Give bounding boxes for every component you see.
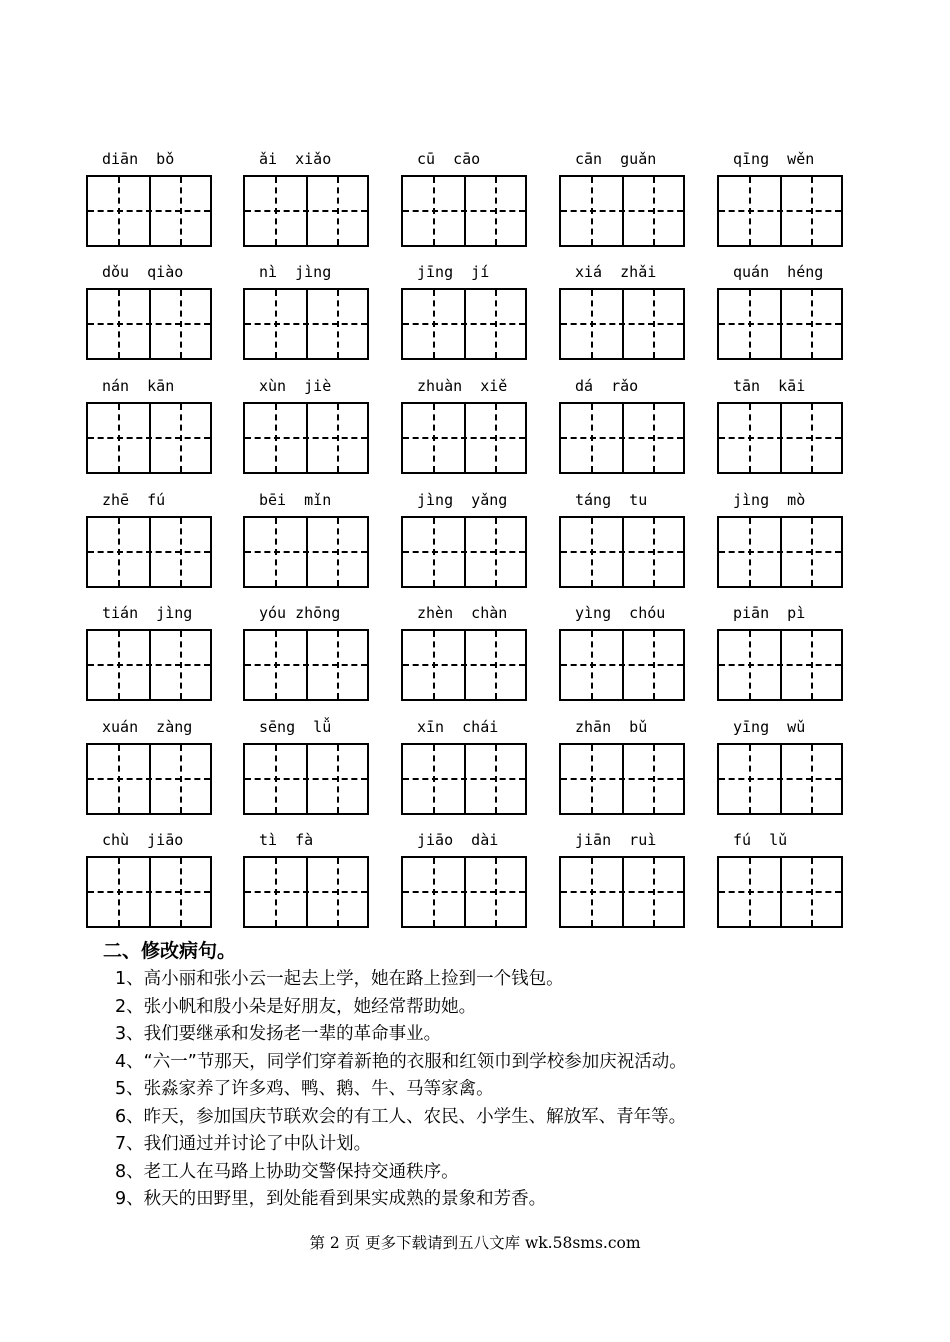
dashed-guide bbox=[719, 664, 841, 666]
pinyin-label: zhuàn xiě bbox=[417, 377, 508, 395]
dashed-guide bbox=[719, 210, 841, 212]
pinyin-label: jīng jí bbox=[417, 263, 490, 281]
dashed-guide bbox=[561, 664, 683, 666]
dashed-guide bbox=[88, 891, 210, 893]
dashed-guide bbox=[245, 891, 367, 893]
pinyin-label: bēi mǐn bbox=[259, 491, 332, 509]
writing-box[interactable] bbox=[243, 175, 369, 247]
writing-box[interactable] bbox=[559, 629, 685, 701]
pinyin-label: xiá zhǎi bbox=[575, 263, 657, 281]
writing-box[interactable] bbox=[717, 175, 843, 247]
writing-box[interactable] bbox=[243, 629, 369, 701]
dashed-guide bbox=[561, 551, 683, 553]
writing-box[interactable] bbox=[559, 743, 685, 815]
writing-box[interactable] bbox=[401, 402, 527, 474]
writing-box[interactable] bbox=[401, 516, 527, 588]
sentence-list bbox=[115, 966, 687, 1214]
writing-box[interactable] bbox=[401, 175, 527, 247]
sentence-1: 1、高小丽和张小云一起去上学，她在路上捡到一个钱包。 bbox=[115, 969, 564, 989]
writing-box[interactable] bbox=[717, 402, 843, 474]
writing-box[interactable] bbox=[559, 516, 685, 588]
pinyin-label: cū cāo bbox=[417, 150, 481, 168]
pinyin-label: ǎi xiǎo bbox=[259, 150, 332, 168]
pinyin-label: nì jìng bbox=[259, 263, 332, 281]
pinyin-label: cān guǎn bbox=[575, 150, 657, 168]
writing-box[interactable] bbox=[401, 629, 527, 701]
sentence-6: 6、昨天，参加国庆节联欢会的有工人、农民、小学生、解放军、青年等。 bbox=[115, 1106, 687, 1127]
pinyin-label: xùn jiè bbox=[259, 377, 332, 395]
pinyin-label: xīn chái bbox=[417, 718, 499, 736]
dashed-guide bbox=[719, 323, 841, 325]
pinyin-label: zhèn chàn bbox=[417, 604, 508, 622]
sentence-4: 4、“六一”节那天，同学们穿着新艳的衣服和红领巾到学校参加庆祝活动。 bbox=[115, 1051, 687, 1072]
writing-box[interactable] bbox=[243, 288, 369, 360]
pinyin-label: yóu zhōng bbox=[259, 604, 341, 622]
pinyin-label: zhē fú bbox=[102, 491, 166, 509]
pinyin-label: tián jìng bbox=[102, 604, 193, 622]
pinyin-label: diān bǒ bbox=[102, 150, 175, 168]
writing-box[interactable] bbox=[243, 516, 369, 588]
pinyin-label: nán kān bbox=[102, 377, 175, 395]
pinyin-label: tān kāi bbox=[733, 377, 806, 395]
dashed-guide bbox=[88, 778, 210, 780]
sentence-2: 2、张小帆和殷小朵是好朋友，她经常帮助她。 bbox=[115, 996, 477, 1017]
dashed-guide bbox=[403, 778, 525, 780]
dashed-guide bbox=[561, 437, 683, 439]
writing-box[interactable] bbox=[559, 288, 685, 360]
writing-box[interactable] bbox=[559, 175, 685, 247]
pinyin-label: sēng lǚ bbox=[259, 718, 332, 736]
writing-box[interactable] bbox=[243, 856, 369, 928]
pinyin-label: jiān ruì bbox=[575, 831, 657, 849]
pinyin-label: jiāo dài bbox=[417, 831, 499, 849]
dashed-guide bbox=[561, 210, 683, 212]
page-footer: 第 2 页 更多下载请到五八文库 wk.58sms.com bbox=[309, 1234, 641, 1252]
dashed-guide bbox=[403, 210, 525, 212]
writing-box[interactable] bbox=[86, 175, 212, 247]
sentence-3: 3、我们要继承和发扬老一辈的革命事业。 bbox=[115, 1024, 442, 1044]
sentence-5: 5、张淼家养了许多鸡、鸭、鹅、牛、马等家禽。 bbox=[115, 1079, 494, 1099]
writing-box[interactable] bbox=[86, 743, 212, 815]
dashed-guide bbox=[561, 323, 683, 325]
writing-box[interactable] bbox=[401, 288, 527, 360]
dashed-guide bbox=[245, 664, 367, 666]
pinyin-label: yìng chóu bbox=[575, 604, 666, 622]
dashed-guide bbox=[245, 437, 367, 439]
pinyin-label: fú lǔ bbox=[733, 831, 788, 849]
dashed-guide bbox=[403, 551, 525, 553]
pinyin-label: dá rǎo bbox=[575, 377, 639, 395]
dashed-guide bbox=[719, 891, 841, 893]
pinyin-label: táng tu bbox=[575, 491, 648, 509]
dashed-guide bbox=[88, 210, 210, 212]
dashed-guide bbox=[403, 664, 525, 666]
pinyin-label: dǒu qiào bbox=[102, 263, 184, 281]
writing-box[interactable] bbox=[86, 402, 212, 474]
writing-box[interactable] bbox=[401, 743, 527, 815]
dashed-guide bbox=[561, 778, 683, 780]
dashed-guide bbox=[561, 891, 683, 893]
dashed-guide bbox=[88, 323, 210, 325]
pinyin-label: piān pì bbox=[733, 604, 806, 622]
writing-box[interactable] bbox=[86, 629, 212, 701]
writing-box[interactable] bbox=[86, 856, 212, 928]
writing-box[interactable] bbox=[717, 856, 843, 928]
writing-box[interactable] bbox=[86, 288, 212, 360]
pinyin-label: chù jiāo bbox=[102, 831, 184, 849]
dashed-guide bbox=[403, 891, 525, 893]
pinyin-label: qīng wěn bbox=[733, 150, 815, 168]
dashed-guide bbox=[88, 551, 210, 553]
dashed-guide bbox=[719, 551, 841, 553]
section-title: 二、修改病句。 bbox=[103, 940, 237, 962]
sentence-7: 7、我们通过并讨论了中队计划。 bbox=[115, 1134, 372, 1154]
pinyin-label: jìng yǎng bbox=[417, 491, 508, 509]
dashed-guide bbox=[245, 778, 367, 780]
dashed-guide bbox=[88, 664, 210, 666]
pinyin-label: jìng mò bbox=[733, 491, 806, 509]
dashed-guide bbox=[245, 210, 367, 212]
writing-box[interactable] bbox=[717, 288, 843, 360]
pinyin-label: quán héng bbox=[733, 263, 824, 281]
dashed-guide bbox=[403, 323, 525, 325]
dashed-guide bbox=[88, 437, 210, 439]
sentence-8: 8、老工人在马路上协助交警保持交通秩序。 bbox=[115, 1161, 459, 1182]
pinyin-label: tì fà bbox=[259, 831, 314, 849]
writing-box[interactable] bbox=[717, 629, 843, 701]
dashed-guide bbox=[719, 778, 841, 780]
dashed-guide bbox=[245, 323, 367, 325]
writing-box[interactable] bbox=[86, 516, 212, 588]
writing-box[interactable] bbox=[717, 743, 843, 815]
dashed-guide bbox=[245, 551, 367, 553]
pinyin-label: xuán zàng bbox=[102, 718, 193, 736]
writing-box[interactable] bbox=[717, 516, 843, 588]
pinyin-label: zhān bǔ bbox=[575, 718, 648, 736]
pinyin-label: yīng wǔ bbox=[733, 718, 806, 736]
writing-box[interactable] bbox=[559, 856, 685, 928]
writing-box[interactable] bbox=[401, 856, 527, 928]
dashed-guide bbox=[403, 437, 525, 439]
writing-box[interactable] bbox=[243, 402, 369, 474]
writing-box[interactable] bbox=[243, 743, 369, 815]
writing-box[interactable] bbox=[559, 402, 685, 474]
dashed-guide bbox=[719, 437, 841, 439]
sentence-9: 9、秋天的田野里，到处能看到果实成熟的景象和芳香。 bbox=[115, 1189, 547, 1209]
